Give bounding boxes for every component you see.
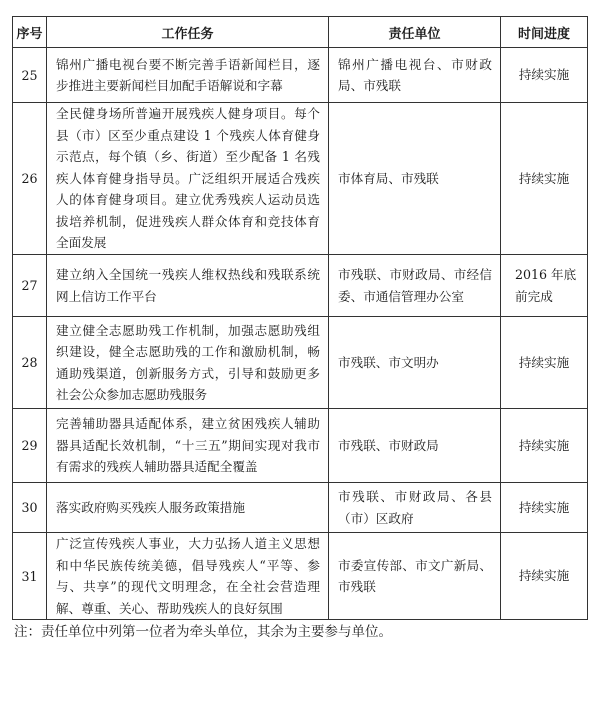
row-task: 建立健全志愿助残工作机制，加强志愿助残组织建设，健全志愿助残的工作和激励机制，畅通助残渠道，创新服务方式，引导和鼓励更多社会公众参加志愿助残服务 bbox=[47, 317, 329, 409]
header-task: 工作任务 bbox=[47, 17, 329, 48]
table-row bbox=[13, 48, 588, 103]
row-task: 落实政府购买残疾人服务政策措施 bbox=[47, 483, 329, 533]
row-task: 锦州广播电视台要不断完善手语新闻栏目，逐步推进主要新闻栏目加配手语解说和字幕 bbox=[47, 48, 329, 103]
row-unit: 市体育局、市残联 bbox=[329, 103, 501, 255]
row-num: 25 bbox=[13, 48, 47, 103]
header-time: 时间进度 bbox=[501, 17, 588, 48]
row-num: 28 bbox=[13, 317, 47, 409]
row-task: 全民健身场所普遍开展残疾人健身项目。每个县（市）区至少重点建设 1 个残疾人体育健身示范点，每个镇（乡、街道）至少配备 1 名残疾人体育健身指导员。广泛组织开展适合残疾人的体育健身项目。建立优秀残疾人运动员选拔培养机制，促进残疾人群众体育和竞技体育全面发展 bbox=[47, 103, 329, 255]
row-task: 建立纳入全国统一残疾人维权热线和残联系统网上信访工作平台 bbox=[47, 255, 329, 317]
table-row bbox=[13, 483, 588, 533]
table-header-row bbox=[13, 17, 588, 48]
footnote: 注：责任单位中列第一位者为牵头单位，其余为主要参与单位。 bbox=[14, 624, 392, 640]
table-row bbox=[13, 409, 588, 483]
table-row bbox=[13, 255, 588, 317]
row-unit: 锦州广播电视台、市财政局、市残联 bbox=[329, 48, 501, 103]
header-num: 序号 bbox=[13, 17, 47, 48]
row-time: 持续实施 bbox=[501, 409, 588, 483]
row-num: 27 bbox=[13, 255, 47, 317]
row-unit: 市残联、市文明办 bbox=[329, 317, 501, 409]
row-time: 持续实施 bbox=[501, 483, 588, 533]
row-time: 持续实施 bbox=[501, 317, 588, 409]
row-task: 完善辅助器具适配体系，建立贫困残疾人辅助器具适配长效机制，“十三五”期间实现对我市有需求的残疾人辅助器具适配全覆盖 bbox=[47, 409, 329, 483]
row-unit: 市残联、市财政局、各县（市）区政府 bbox=[329, 483, 501, 533]
table-row bbox=[13, 103, 588, 255]
task-table bbox=[12, 16, 588, 620]
row-unit: 市残联、市财政局 bbox=[329, 409, 501, 483]
table-row bbox=[13, 317, 588, 409]
row-time: 2016 年底前完成 bbox=[501, 255, 588, 317]
row-unit: 市委宣传部、市文广新局、市残联 bbox=[329, 533, 501, 620]
header-unit: 责任单位 bbox=[329, 17, 501, 48]
row-num: 30 bbox=[13, 483, 47, 533]
row-unit: 市残联、市财政局、市经信委、市通信管理办公室 bbox=[329, 255, 501, 317]
row-task: 广泛宣传残疾人事业，大力弘扬人道主义思想和中华民族传统美德，倡导残疾人“平等、参与、共享”的现代文明理念，在全社会营造理解、尊重、关心、帮助残疾人的良好氛围 bbox=[47, 533, 329, 620]
table-row bbox=[13, 533, 588, 620]
row-time: 持续实施 bbox=[501, 48, 588, 103]
row-time: 持续实施 bbox=[501, 533, 588, 620]
row-num: 31 bbox=[13, 533, 47, 620]
row-num: 26 bbox=[13, 103, 47, 255]
row-time: 持续实施 bbox=[501, 103, 588, 255]
row-num: 29 bbox=[13, 409, 47, 483]
